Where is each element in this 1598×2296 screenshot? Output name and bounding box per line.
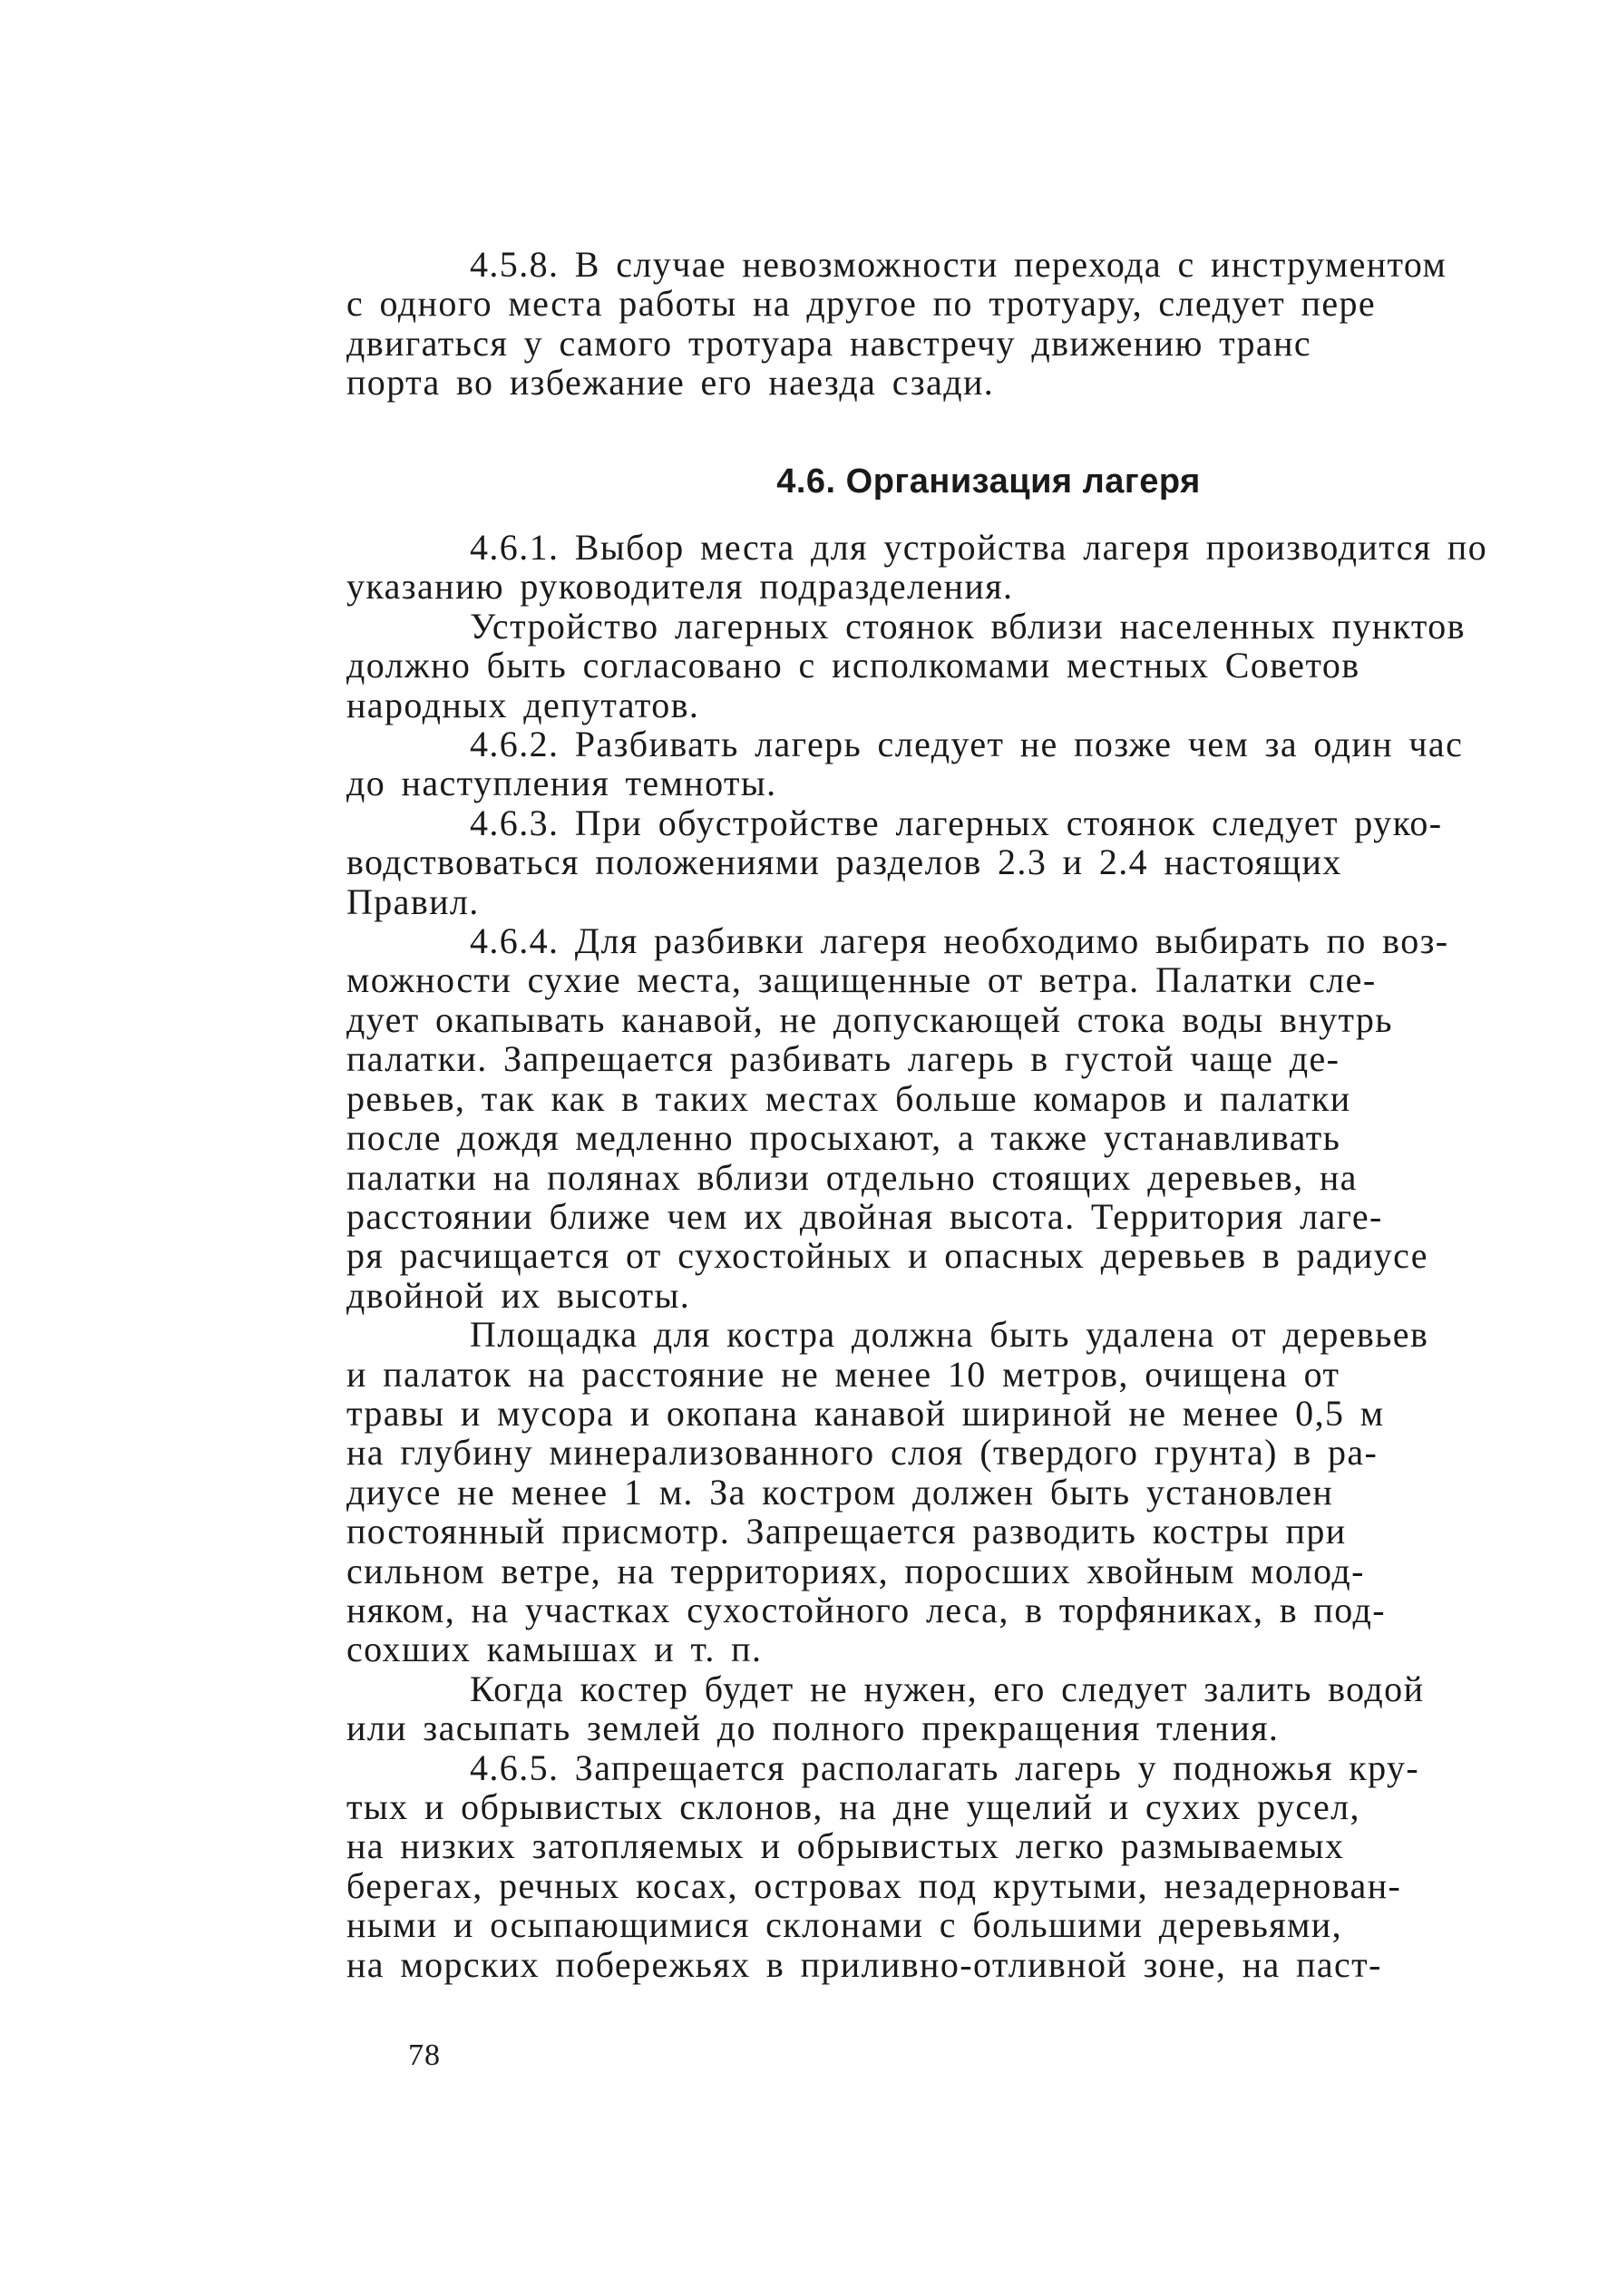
text-line: сильном ветре, на территориях, поросших хвойным молод- [346, 1550, 1365, 1591]
text-line: на морских побережьях в приливно-отливной зоне, на паст- [346, 1943, 1382, 1985]
text-line: ными и осыпающимися склонами с большими деревьями, [346, 1904, 1342, 1946]
text-line: на низких затопляемых и обрывистых легко размываемых [346, 1825, 1345, 1867]
text-line: 4.6.5. Запрещается располагать лагерь у подножья кру- [470, 1746, 1420, 1788]
text-line: дует окапывать канавой, не допускающей стока воды внутрь [346, 998, 1393, 1040]
text-line: с одного места работы на другое по тротуару, следует пере [346, 283, 1377, 325]
text-line: водствоваться положениями разделов 2.3 и 2.4 настоящих [346, 842, 1342, 883]
text-line: порта во избежание его наезда сзади. [346, 362, 995, 404]
text-line: диусе не менее 1 м. За костром должен быть установлен [346, 1471, 1334, 1513]
text-line: сохших камышах и т. п. [346, 1629, 763, 1670]
text-line: 4.6.2. Разбивать лагерь следует не позже чем за один час [470, 724, 1464, 765]
text-line: можности сухие места, защищенные от ветра. Палатки сле- [346, 959, 1377, 1001]
text-line: постоянный присмотр. Запрещается разводить костры при [346, 1511, 1347, 1552]
paragraph-campfire [346, 1314, 1569, 1670]
section-heading: 4.6. Организация лагеря [776, 462, 1201, 501]
paragraph-4-6-3 [346, 802, 1569, 922]
text-line: и палаток на расстояние не менее 10 метров, очищена от [346, 1353, 1340, 1395]
text-line: двойной их высоты. [346, 1274, 691, 1316]
text-line: няком, на участках сухостойного леса, в торфяниках, в под- [346, 1589, 1386, 1630]
text-line: после дождя медленно просыхают, а также устанавливать [346, 1117, 1341, 1159]
text-line: Когда костер будет не нужен, его следует залить водой [470, 1668, 1425, 1709]
text-line: указанию руководителя подразделения. [346, 566, 1014, 608]
text-line: 4.6.4. Для разбивки лагеря необходимо выбирать по воз- [470, 920, 1449, 962]
section-4-5-8 [346, 244, 1569, 404]
page-number: 78 [408, 2038, 441, 2072]
text-line: должно быть согласовано с исполкомами местных Советов [346, 645, 1360, 686]
paragraph-4-6-5 [346, 1746, 1569, 1985]
text-line: берегах, речных косах, островах под крутыми, незадернован- [346, 1864, 1402, 1906]
text-line: до наступления темноты. [346, 763, 777, 804]
paragraph-4-5-8 [346, 244, 1569, 404]
text-line: 4.5.8. В случае невозможности перехода с инструментом [470, 244, 1447, 285]
text-line: расстоянии ближе чем их двойная высота. Территория лаге- [346, 1195, 1383, 1237]
text-line: тых и обрывистых склонов, на дне ущелий и сухих русел, [346, 1786, 1360, 1827]
text-line: травы и мусора и окопана канавой шириной не менее 0,5 м [346, 1392, 1385, 1434]
text-line: палатки. Запрещается разбивать лагерь в густой чаще де- [346, 1038, 1340, 1080]
text-line: 4.6.1. Выбор места для устройства лагеря производится по [470, 527, 1488, 568]
paragraph-4-6-1 [346, 527, 1569, 608]
text-line: Устройство лагерных стоянок вблизи населенных пунктов [470, 605, 1466, 647]
text-line: Площадка для костра должна быть удалена от деревьев [470, 1314, 1429, 1356]
text-line: народных депутатов. [346, 684, 700, 725]
text-line: палатки на полянах вблизи отдельно стоящих деревьев, на [346, 1156, 1358, 1198]
paragraph-extinguish [346, 1668, 1569, 1749]
text-line: на глубину минерализованного слоя (твердого грунта) в ра- [346, 1432, 1379, 1474]
text-line: ря расчищается от сухостойных и опасных деревьев в радиусе [346, 1235, 1428, 1277]
section-4-6-body [346, 527, 1569, 1985]
text-line: двигаться у самого тротуара навстречу движению транс [346, 322, 1312, 364]
paragraph-settlements [346, 605, 1569, 725]
paragraph-4-6-2 [346, 724, 1569, 804]
text-line: или засыпать землей до полного прекращения тления. [346, 1707, 1280, 1749]
text-line: Правил. [346, 880, 480, 922]
text-line: ревьев, так как в таких местах больше комаров и палатки [346, 1077, 1351, 1119]
paragraph-4-6-4 [346, 920, 1569, 1316]
text-line: 4.6.3. При обустройстве лагерных стоянок следует руко- [470, 802, 1443, 843]
